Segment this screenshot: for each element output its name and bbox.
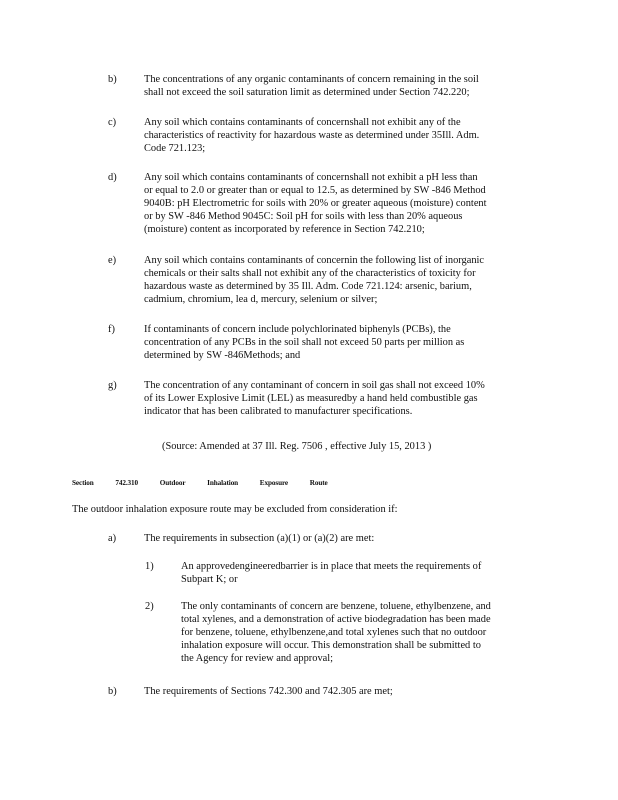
source-note: (Source: Amended at 37 Ill. Reg. 7506 , effective July 15, 2013 ) bbox=[162, 441, 432, 452]
section-intro: The outdoor inhalation exposure route may be excluded from consideration if: bbox=[72, 504, 398, 515]
list-marker: f) bbox=[108, 324, 115, 335]
sub-item-text: The only contaminants of concern are benzene, toluene, ethylbenzene, and total xylenes, and a demonstration of active biodegradation has been made for benzene, toluene, ethylbenzene,and total xylenes such that no outdoor inhalation exposure will occur. This demonstration shall be submitted to the Agency for review and approval; bbox=[181, 601, 491, 664]
section-title-word: Outdoor bbox=[159, 479, 186, 487]
list-item-text: Any soil which contains contaminants of concernshall not exhibit a pH less than or equal to 2.0 or greater than or equal to 12.5, as determined by SW -846 Method 9040B: pH Electrometric for soils with 20% or greater aqueous (moisture) content or by SW -846 Method 9045C: Soil pH for soils with less than 20% aqueous (moisture) content as incorporated by reference in Section 742.210; bbox=[144, 172, 487, 235]
list-marker: a) bbox=[108, 533, 117, 544]
section-label: Section bbox=[72, 479, 94, 487]
list-marker: b) bbox=[108, 74, 117, 85]
list-item-text: The requirements in subsection (a)(1) or (a)(2) are met: bbox=[144, 533, 375, 544]
sub-marker: 1) bbox=[145, 561, 154, 572]
list-item-text: The concentrations of any organic contaminants of concern remaining in the soil shall not exceed the soil saturation limit as determined under Section 742.220; bbox=[144, 74, 479, 98]
list-marker: d) bbox=[108, 172, 117, 183]
list-item-text: Any soil which contains contaminants of concernin the following list of inorganic chemicals or their salts shall not exhibit any of the characteristics of toxicity for hazardous waste as determined by 35 Ill. Adm. Code 721.124: arsenic, barium, cadmium, chromium, lea d, mercury, selenium or silver; bbox=[144, 255, 485, 305]
section-title-word: Inhalation bbox=[207, 479, 239, 487]
sub-item-text: An approvedengineeredbarrier is in place that meets the requirements of Subpart K; or bbox=[181, 561, 482, 585]
list-marker: c) bbox=[108, 117, 117, 128]
list-item-text: Any soil which contains contaminants of concernshall not exhibit any of the characteristics of reactivity for hazardous waste as determined under 35Ill. Adm. Code 721.123; bbox=[144, 117, 480, 154]
sub-marker: 2) bbox=[145, 601, 154, 612]
list-marker: g) bbox=[108, 380, 117, 391]
section-title-word: Route bbox=[309, 479, 328, 487]
section-number: 742.310 bbox=[115, 479, 139, 487]
list-marker: b) bbox=[108, 686, 117, 697]
section-heading bbox=[72, 477, 432, 490]
list-item-text: The requirements of Sections 742.300 and 742.305 are met; bbox=[144, 686, 393, 697]
list-marker: e) bbox=[108, 255, 117, 266]
list-item-text: If contaminants of concern include polychlorinated biphenyls (PCBs), the concentration of any PCBs in the soil shall not exceed 50 parts per million as determined by SW -846Methods; and bbox=[144, 324, 465, 361]
list-item-text: The concentration of any contaminant of concern in soil gas shall not exceed 10% of its Lower Explosive Limit (LEL) as measuredby a hand held combustible gas indicator that has been calibrated to manufacturer specifications. bbox=[144, 380, 485, 417]
section-title-word: Exposure bbox=[259, 479, 289, 487]
